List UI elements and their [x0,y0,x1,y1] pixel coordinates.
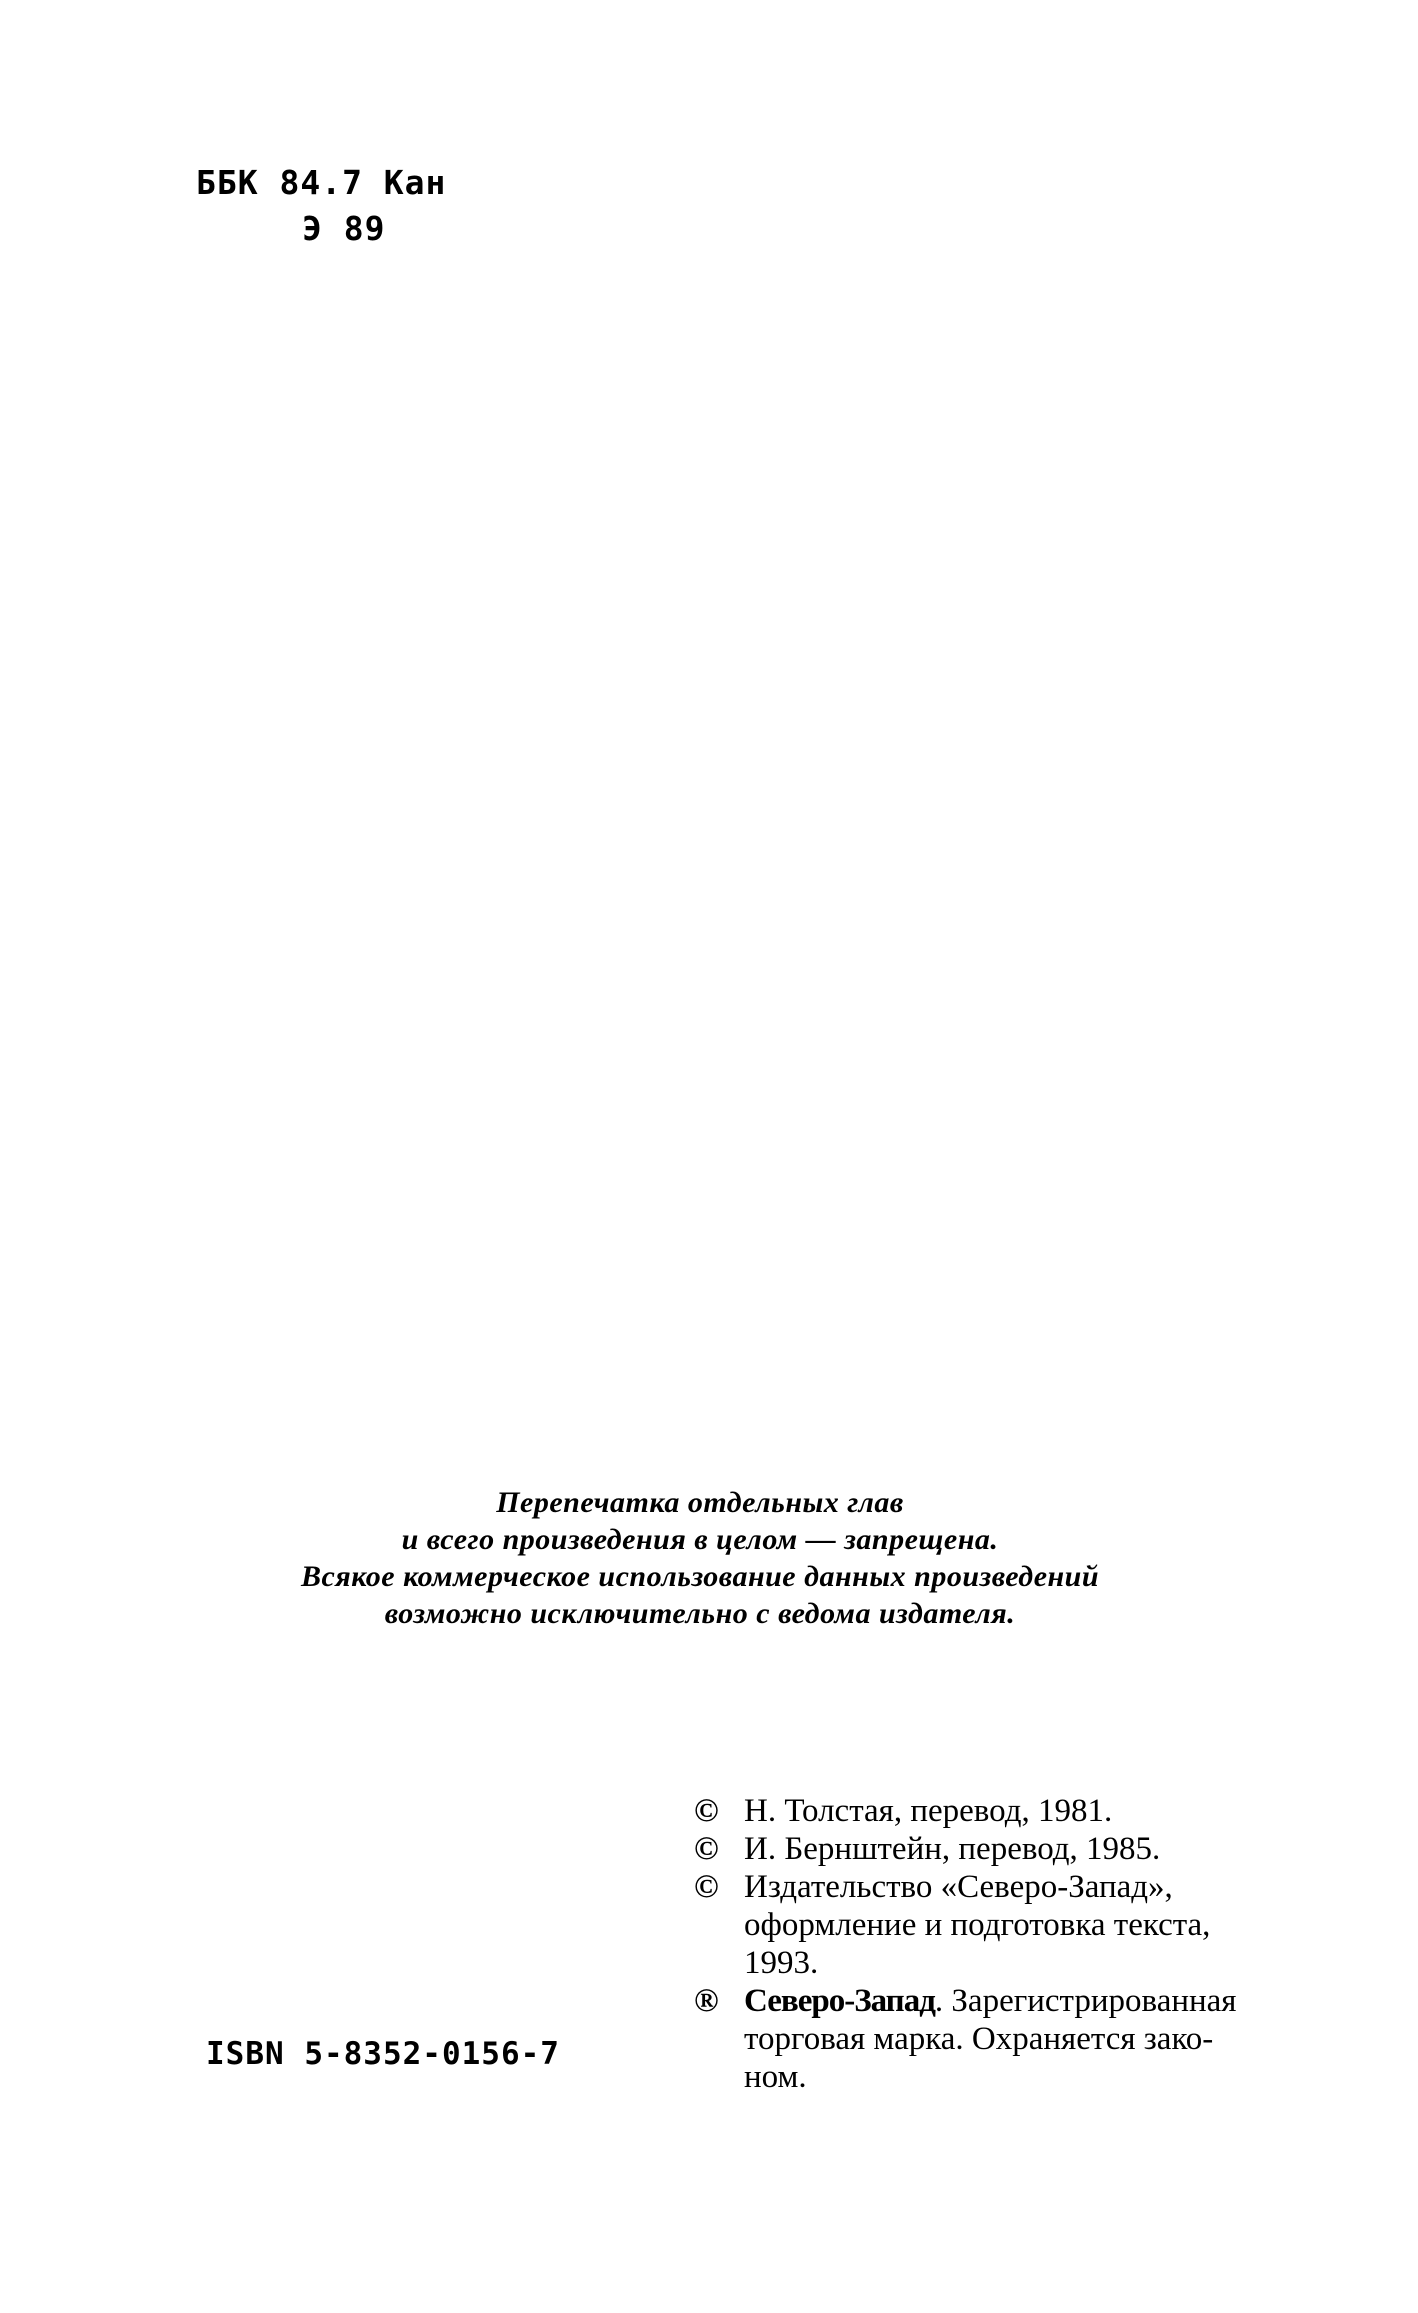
trademark-text [744,1982,1334,2096]
notice-line: и всего произведения в целом — запрещена. [401,1523,999,1556]
bbk-classification [196,160,446,252]
copyright-symbol: © [694,1831,719,1867]
copyright-entry [694,1830,1334,1868]
bbk-code: ББК 84.7 Кан [196,163,447,202]
notice-line: Перепечатка отдельных глав [496,1486,904,1519]
trademark-line-text: . Зарегистрированная [934,1983,1237,2019]
copyright-text: И. Бернштейн, перевод, 1985. [744,1831,1161,1867]
registered-symbol: ® [694,1983,719,2019]
reprint-notice [200,1484,1200,1632]
trademark-entry [694,1982,1334,2096]
copyright-line: Издательство «Северо-Запад», [744,1869,1173,1905]
notice-line: возможно исключительно с ведома издателя. [384,1597,1016,1630]
copyright-text [744,1868,1334,1982]
trademark-line: торговая марка. Охраняется зако- [744,2021,1214,2057]
notice-line: Всякое коммерческое использование данных произведений [300,1560,1100,1593]
author-mark: Э 89 [302,209,386,248]
copyright-line: 1993. [744,1945,819,1981]
copyright-symbol: © [694,1869,719,1905]
copyright-text: Н. Толстая, перевод, 1981. [744,1793,1113,1829]
copyright-entry [694,1792,1334,1830]
copyright-symbol: © [694,1793,719,1829]
copyright-entry [694,1868,1334,1982]
copyright-line: оформление и подготовка текста, [744,1907,1211,1943]
trademark-line: ном. [744,2059,807,2095]
trademark-name: Северо-Запад [744,1983,935,2019]
trademark-line [744,1982,1334,2020]
copyright-block [694,1792,1334,2096]
isbn: ISBN 5-8352-0156-7 [206,2036,560,2072]
